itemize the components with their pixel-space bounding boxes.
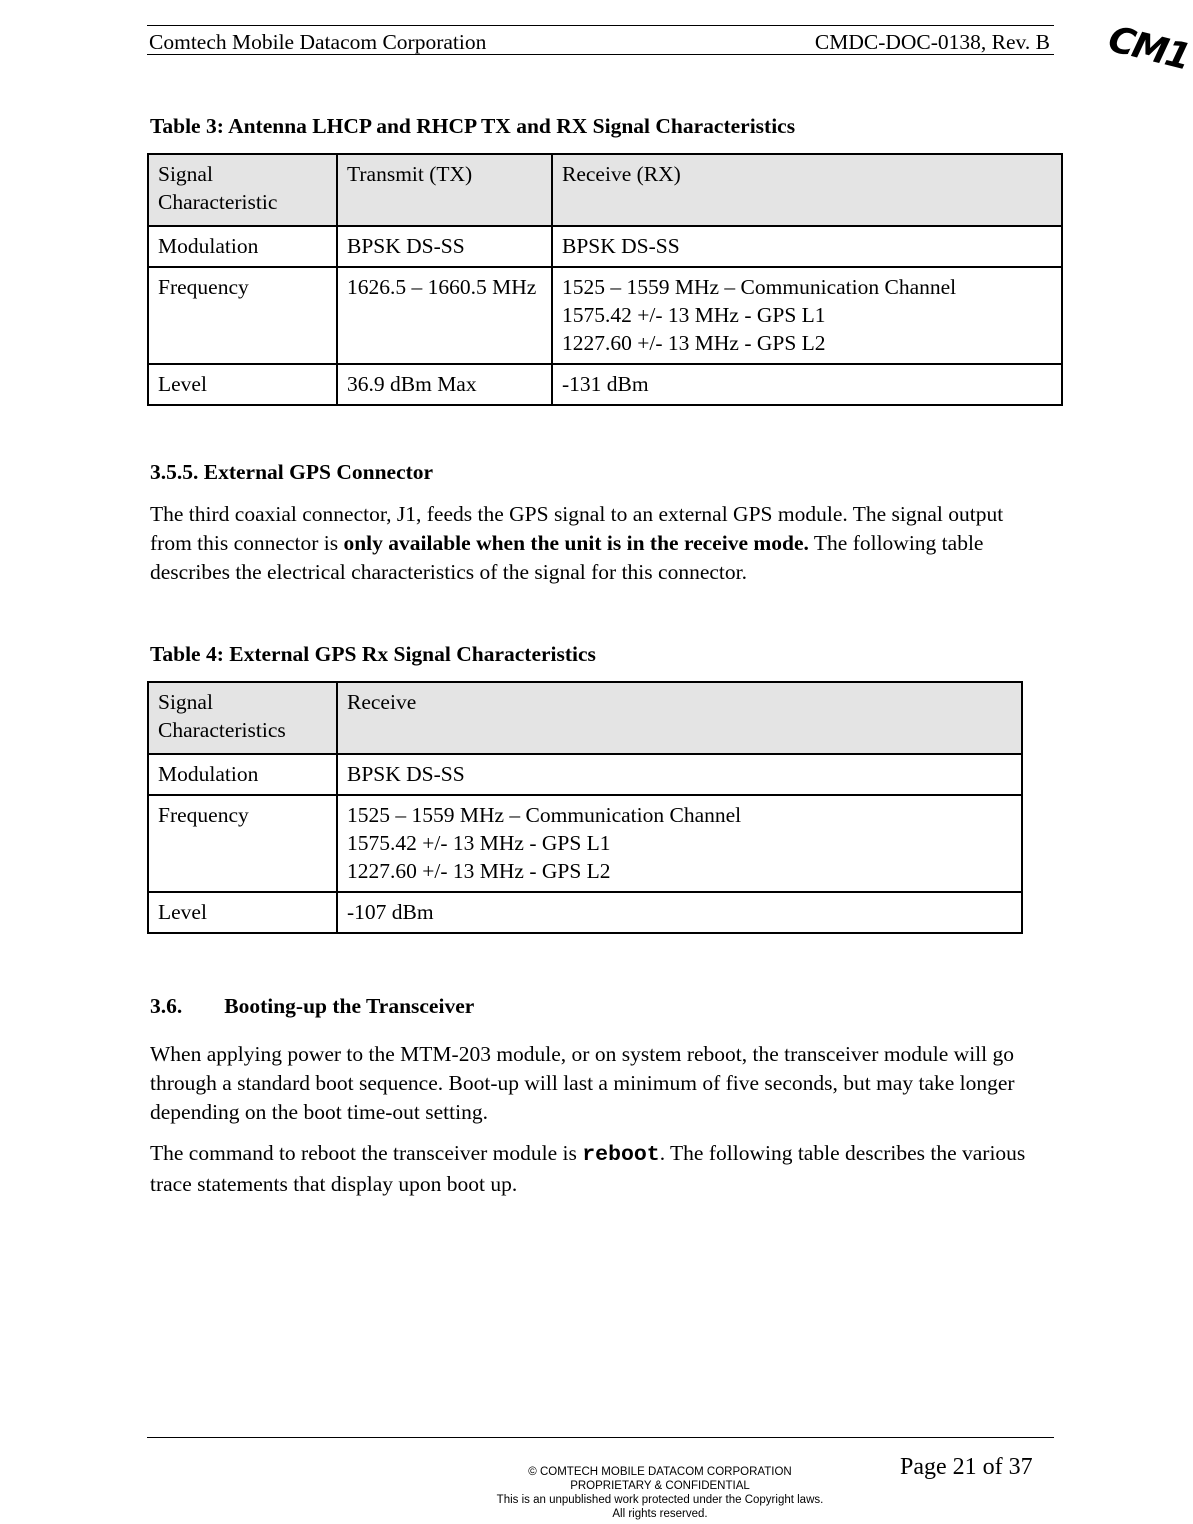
cell: Modulation	[148, 226, 337, 267]
cell: 36.9 dBm Max	[337, 364, 552, 405]
cell: Modulation	[148, 754, 337, 795]
cell-line: -131 dBm	[562, 372, 649, 396]
cell-line: 1575.42 +/- 13 MHz - GPS L1	[562, 303, 826, 327]
table3-caption: Table 3: Antenna LHCP and RHCP TX and RX Signal Characteristics	[150, 114, 796, 138]
page-number: Page 21 of 37	[900, 1454, 1033, 1480]
table-row	[148, 226, 1062, 267]
cell: 1626.5 – 1660.5 MHz	[337, 267, 552, 364]
paragraph: The command to reboot the transceiver module is reboot. The following table describes the various trace statements that display upon boot up.	[150, 1141, 1026, 1196]
cell-line: BPSK DS-SS	[347, 762, 465, 786]
cell-line: -107 dBm	[347, 900, 434, 924]
cell: BPSK DS-SS	[337, 226, 552, 267]
table-row	[148, 267, 1062, 364]
cell-line: 1227.60 +/- 13 MHz - GPS L2	[347, 859, 611, 883]
company-name: Comtech Mobile Datacom Corporation	[149, 30, 487, 54]
section-heading-3-5-5: 3.5.5. External GPS Connector	[150, 460, 434, 484]
cell: Frequency	[148, 267, 337, 364]
table4-caption: Table 4: External GPS Rx Signal Characteristics	[150, 642, 596, 666]
table-header: Transmit (TX)	[337, 154, 552, 226]
cell-line: BPSK DS-SS	[562, 234, 680, 258]
document-id: CMDC-DOC-0138, Rev. B	[814, 30, 1050, 54]
table-header: Receive	[337, 682, 1022, 754]
cell	[337, 754, 1022, 795]
page-header	[147, 25, 1054, 55]
reboot-command: reboot	[582, 1143, 660, 1167]
cell: Level	[148, 892, 337, 933]
cm1-logo: CM1	[1104, 18, 1193, 79]
cell	[552, 364, 1062, 405]
cell-line: 1525 – 1559 MHz – Communication Channel	[347, 803, 742, 827]
cell	[552, 226, 1062, 267]
cell-line: 1227.60 +/- 13 MHz - GPS L2	[562, 331, 826, 355]
table-row	[148, 795, 1022, 892]
cell	[552, 267, 1062, 364]
cell: Frequency	[148, 795, 337, 892]
table-header: Signal Characteristics	[148, 682, 337, 754]
section-heading-3-6: 3.6. Booting-up the Transceiver	[150, 994, 475, 1018]
table-row	[148, 754, 1022, 795]
paragraph: The third coaxial connector, J1, feeds the GPS signal to an external GPS module. The signal output from this connector is only available when the unit is in the receive mode. The following table describes the electrical characteristics of the signal for this connector.	[150, 502, 1004, 584]
cell-line: 1525 – 1559 MHz – Communication Channel	[562, 275, 957, 299]
table3	[147, 153, 1063, 406]
footer-rule	[147, 1437, 1054, 1438]
table-row	[148, 892, 1022, 933]
cell	[337, 892, 1022, 933]
cell-line: 1575.42 +/- 13 MHz - GPS L1	[347, 831, 611, 855]
cell: Level	[148, 364, 337, 405]
table-header: Receive (RX)	[552, 154, 1062, 226]
cell	[337, 795, 1022, 892]
table-row	[148, 364, 1062, 405]
table-header: Signal Characteristic	[148, 154, 337, 226]
table4	[147, 681, 1023, 934]
footer-copyright: © COMTECH MOBILE DATACOM CORPORATION PROPRIETARY & CONFIDENTIAL This is an unpublished work protected under the Copyright laws. All rights reserved.	[496, 1466, 824, 1520]
paragraph: When applying power to the MTM-203 module, or on system reboot, the transceiver module will go through a standard boot sequence. Boot-up will last a minimum of five seconds, but may take longer depending on the boot time-out setting.	[150, 1042, 1015, 1124]
